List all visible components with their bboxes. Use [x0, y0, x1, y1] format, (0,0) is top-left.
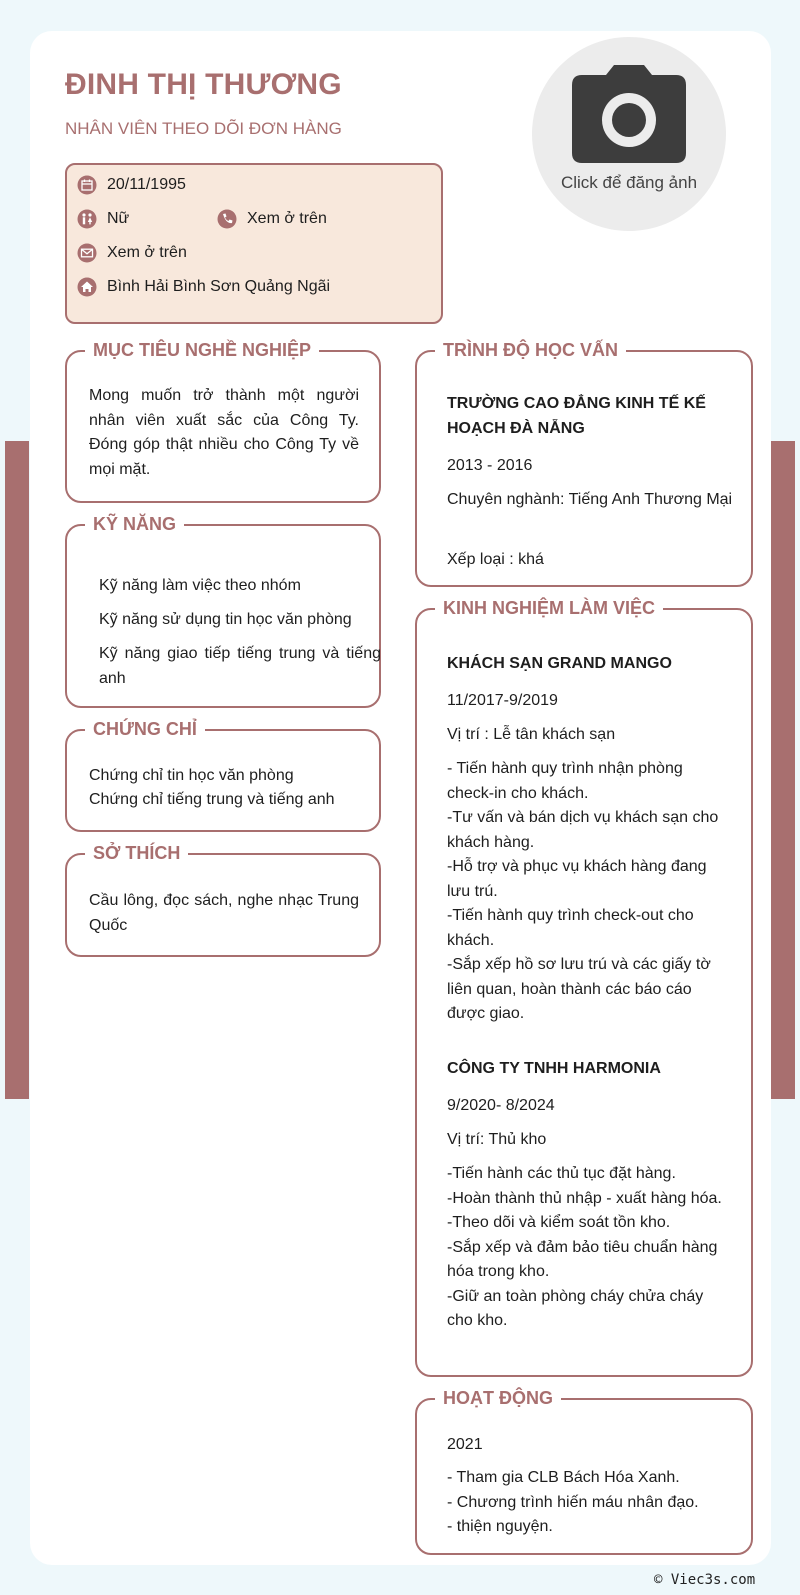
gender-icon: [77, 209, 97, 229]
job-position: Vị trí: Thủ kho: [447, 1131, 547, 1148]
skills-title: KỸ NĂNG: [85, 512, 184, 536]
skill-item: Kỹ năng làm việc theo nhóm: [99, 577, 301, 594]
contact-gender: [77, 209, 129, 229]
contact-birthday: [77, 175, 186, 195]
job-description: - Tiến hành quy trình nhận phòng check-in cho khách. -Tư vấn và bán dịch vụ khách sạn cho khách hàng. -Hỗ trợ và phục vụ khách hàng đang lưu trú. -Tiến hành quy trình check-out cho khách. -Sắp xếp hồ sơ lưu trú và các giấy tờ liên quan, hoàn thành các báo cáo được giao.: [447, 760, 719, 1022]
phone-value: Xem ở trên: [247, 210, 327, 227]
job-company: CÔNG TY TNHH HARMONIA: [447, 1060, 661, 1077]
left-accent-bar: [5, 441, 29, 1099]
photo-upload-label: Click để đăng ảnh: [560, 173, 698, 192]
email-icon: [77, 243, 97, 263]
skill-item: Kỹ năng giao tiếp tiếng trung và tiếng anh: [99, 645, 381, 687]
photo-upload[interactable]: [532, 37, 726, 231]
education-title: TRÌNH ĐỘ HỌC VẤN: [435, 338, 626, 362]
job-company: KHÁCH SẠN GRAND MANGO: [447, 655, 672, 672]
job-period: 11/2017-9/2019: [447, 692, 558, 709]
career-goal-text: Mong muốn trở thành một người nhân viên xuất sắc của Công Ty. Đóng góp thật nhiều cho Công Ty về mọi mặt.: [89, 387, 359, 478]
home-icon: [77, 277, 97, 297]
job-period: 9/2020- 8/2024: [447, 1097, 555, 1114]
education-grade: Xếp loại : khá: [447, 551, 544, 568]
hobbies-section: [65, 843, 381, 957]
calendar-icon: [77, 175, 97, 195]
job-description: -Tiến hành các thủ tục đặt hàng. -Hoàn thành thủ nhập - xuất hàng hóa. -Theo dõi và kiểm soát tồn kho. -Sắp xếp và đảm bảo tiêu chuẩn hàng hóa trong kho. -Giữ an toàn phòng cháy chửa cháy cho kho.: [447, 1165, 722, 1329]
skills-section: [65, 514, 381, 708]
gender-value: Nữ: [107, 210, 130, 227]
job-title: NHÂN VIÊN THEO DÕI ĐƠN HÀNG: [65, 119, 342, 138]
hobbies-title: SỞ THÍCH: [85, 841, 188, 865]
contact-address: [77, 277, 330, 297]
address-value: Bình Hải Bình Sơn Quảng Ngãi: [107, 278, 331, 295]
certificates-section: [65, 719, 381, 832]
education-major: Chuyên nghành: Tiếng Anh Thương Mại: [447, 491, 733, 508]
experience-title: KINH NGHIỆM LÀM VIỆC: [435, 596, 663, 620]
email-value: Xem ở trên: [107, 244, 187, 261]
contact-box: [65, 163, 443, 324]
education-section: [415, 340, 753, 587]
career-goal-section: [65, 340, 381, 503]
contact-email: [77, 243, 187, 263]
activity-year: 2021: [447, 1436, 483, 1453]
hobbies-text: Cầu lông, đọc sách, nghe nhạc Trung Quốc: [89, 892, 359, 934]
right-accent-bar: [771, 441, 795, 1099]
experience-section: [415, 598, 753, 1377]
phone-icon: [217, 209, 237, 229]
school-name: TRƯỜNG CAO ĐẲNG KINH TẾ KẾ HOẠCH ĐÀ NẴNG: [447, 395, 706, 437]
job-position: Vị trí : Lễ tân khách sạn: [447, 726, 616, 743]
activities-section: [415, 1388, 753, 1555]
skill-item: Kỹ năng sử dụng tin học văn phòng: [99, 611, 352, 628]
candidate-name: ĐINH THỊ THƯƠNG: [65, 68, 342, 101]
education-period: 2013 - 2016: [447, 457, 533, 474]
activity-description: - Tham gia CLB Bách Hóa Xanh. - Chương trình hiến máu nhân đạo. - thiện nguyện.: [447, 1469, 699, 1535]
contact-phone: [217, 209, 327, 229]
activities-title: HOẠT ĐỘNG: [435, 1386, 561, 1410]
copyright-footer: © Viec3s.com: [654, 1572, 756, 1588]
camera-icon: [572, 65, 686, 165]
certificate-item: Chứng chỉ tiếng trung và tiếng anh: [89, 791, 335, 808]
career-goal-title: MỤC TIÊU NGHỀ NGHIỆP: [85, 338, 319, 362]
birthday-value: 20/11/1995: [107, 176, 186, 193]
certificate-item: Chứng chỉ tin học văn phòng: [89, 767, 294, 784]
certificates-title: CHỨNG CHỈ: [85, 717, 205, 741]
